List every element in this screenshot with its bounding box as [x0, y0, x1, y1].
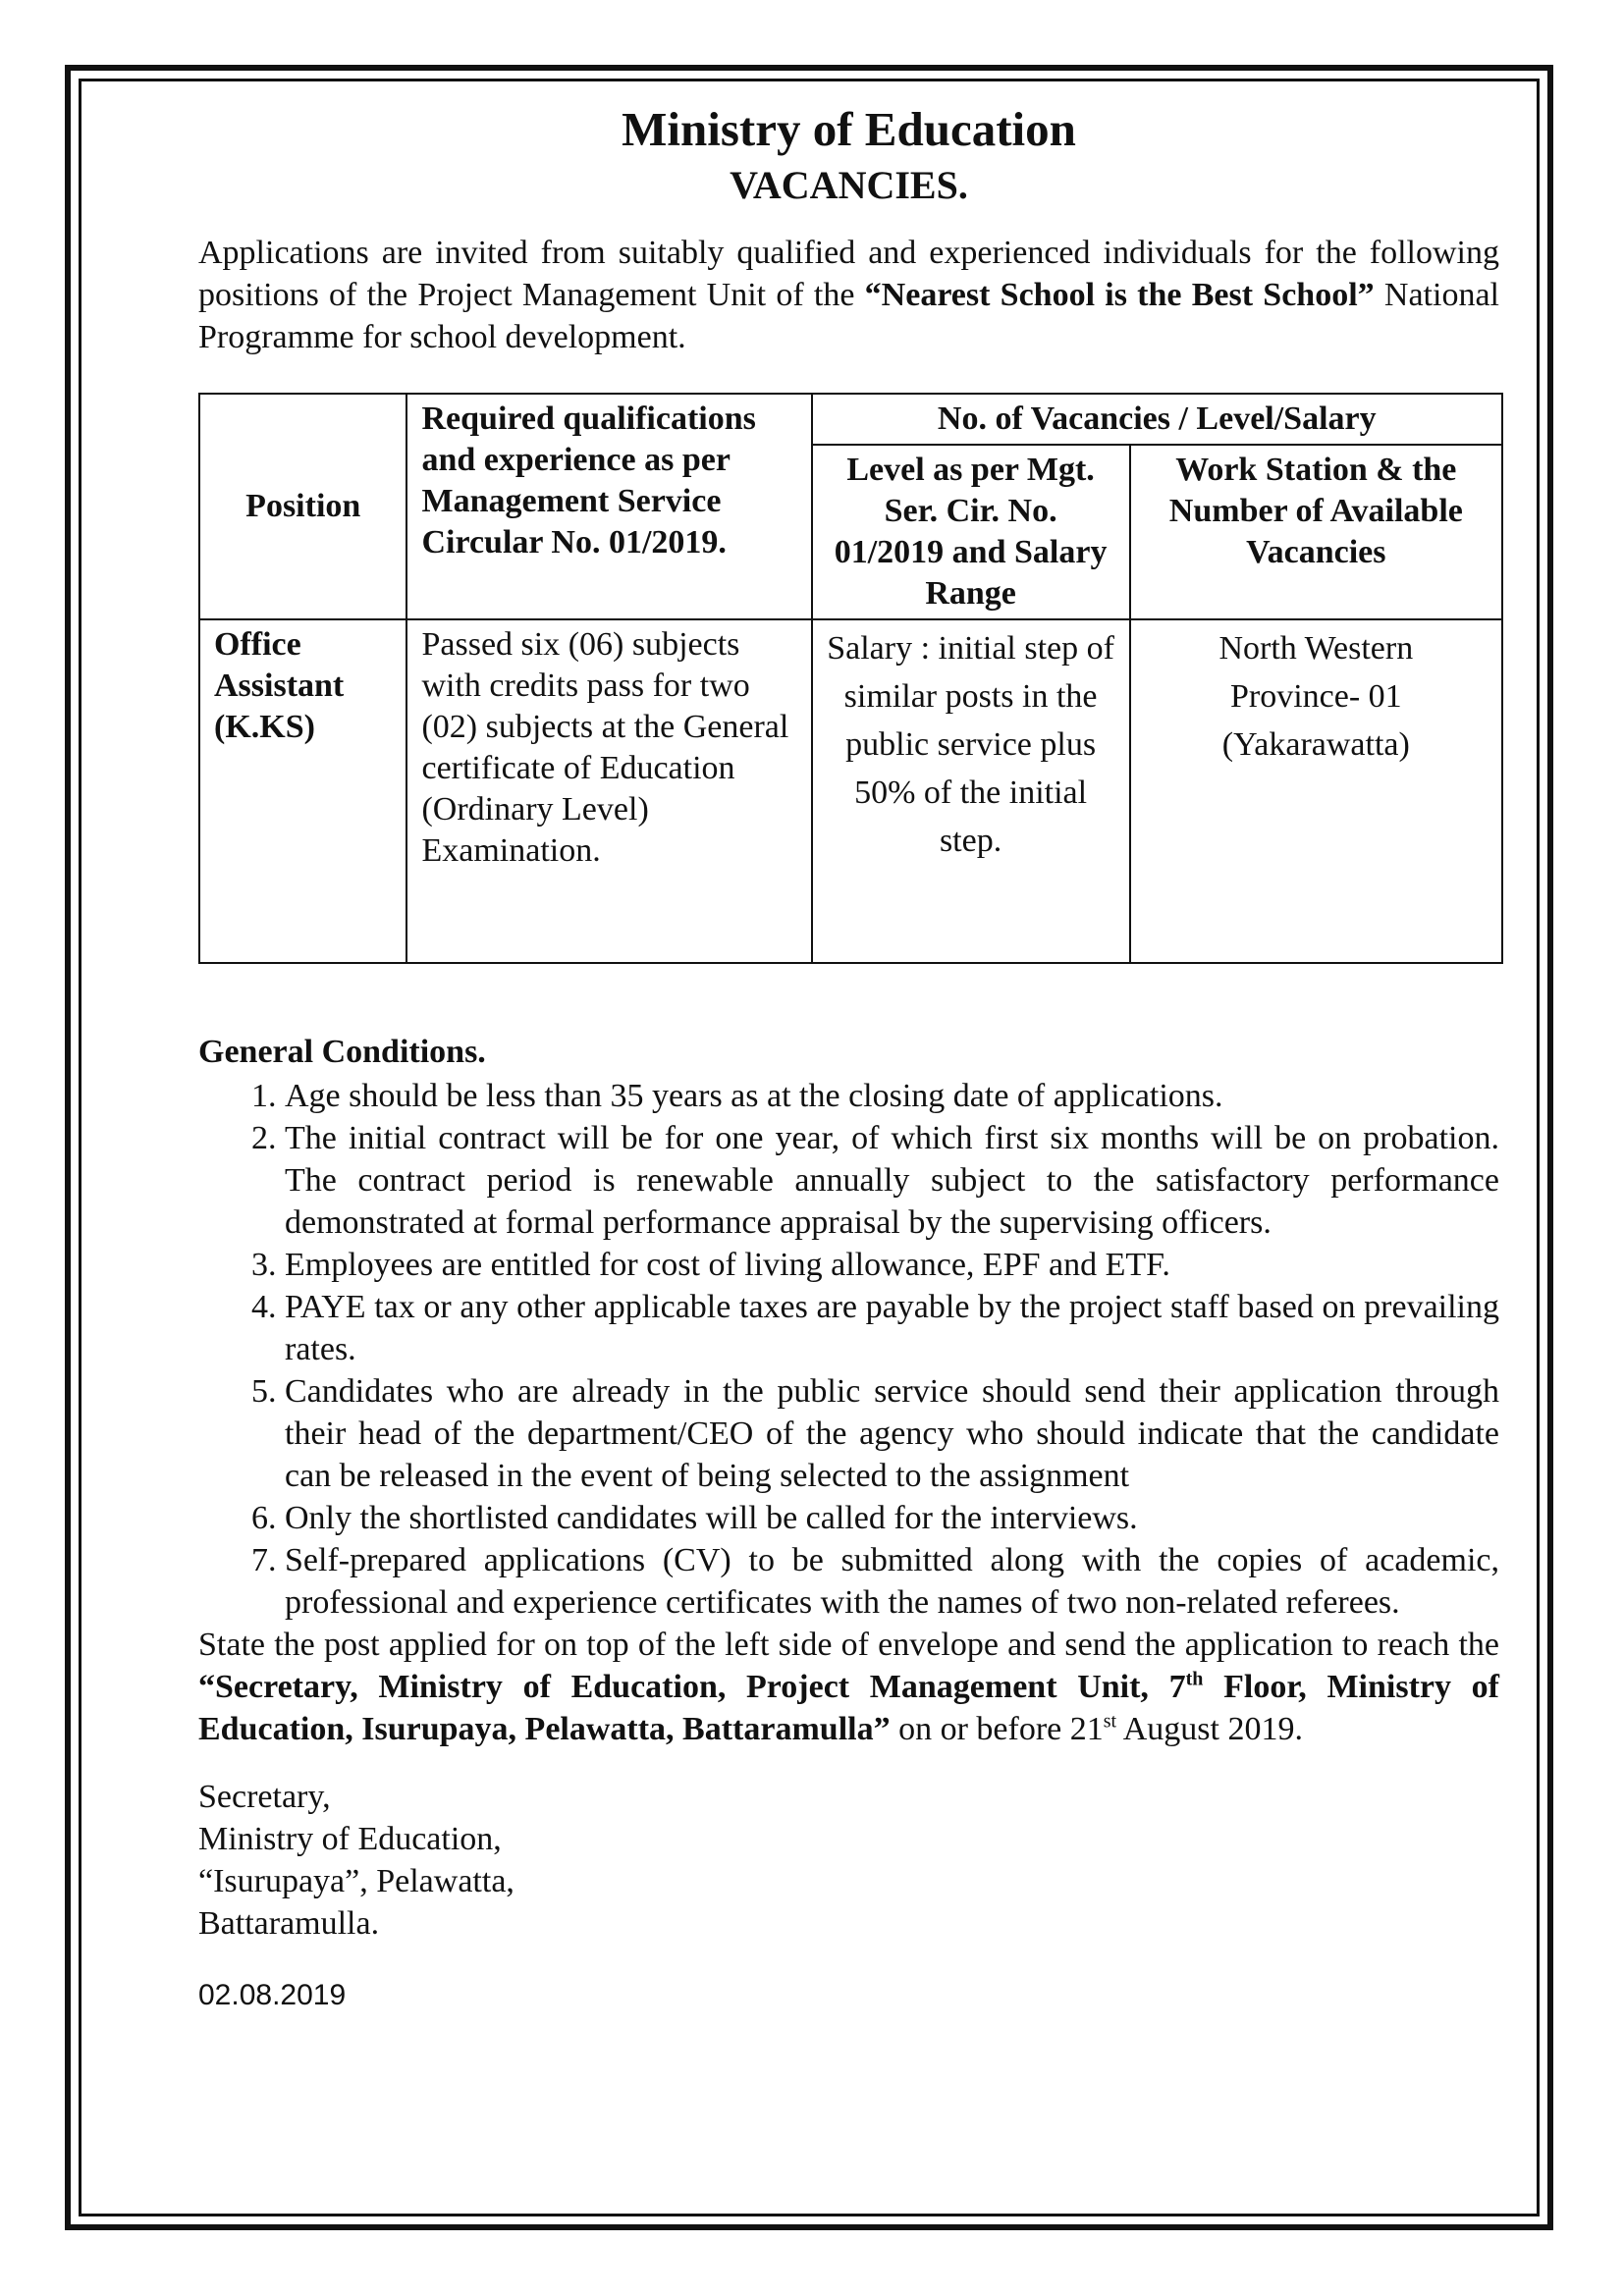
- address-part-1: “Secretary, Ministry of Education, Project Management Unit, 7: [198, 1669, 1186, 1705]
- ministry-title: Ministry of Education: [622, 102, 1076, 156]
- station-line-1: North Western: [1218, 630, 1414, 667]
- header-qualifications: Required qualifications and experience as per Management Service Circular No. 01/2019.: [406, 394, 811, 619]
- header-vacancies-group: No. of Vacancies / Level/Salary: [812, 394, 1502, 445]
- condition-item: 2. The initial contract will be for one year, of which first six months will be on probation. The contract period is renewable annually subject to the satisfactory performance demonstrated at formal performance appraisal by the supervising officers.: [285, 1117, 1499, 1244]
- conditions-heading: General Conditions.: [198, 1034, 486, 1070]
- condition-item: 6. Only the shortlisted candidates will be called for the interviews.: [285, 1497, 1499, 1539]
- condition-item: 5. Candidates who are already in the public service should send their application through their head of the department/CEO of the agency who should indicate that the candidate can be released in the event of being selected to the assignment: [285, 1370, 1499, 1497]
- condition-item: 4. PAYE tax or any other applicable taxes are payable by the project staff based on prevailing rates.: [285, 1286, 1499, 1370]
- conditions-list: [198, 1075, 1499, 1624]
- closing-text-2: on or before 21: [890, 1711, 1104, 1747]
- signature-line: Secretary,: [198, 1779, 331, 1815]
- intro-text-2: National Programme for school development.: [198, 277, 1499, 355]
- intro-text-1: Applications are invited from suitably qualified and experienced individuals for the following positions of the Project Management Unit of the: [198, 235, 1499, 313]
- intro-paragraph: [198, 232, 1499, 358]
- signature-block: [198, 1776, 1499, 1945]
- submission-instructions: [198, 1624, 1499, 1750]
- general-conditions: [198, 1031, 1499, 2016]
- cell-salary: Salary : initial step of similar posts in the public service plus 50% of the initial step.: [812, 619, 1130, 963]
- closing-text-1: State the post applied for on top of the left side of envelope and send the application to reach the: [198, 1627, 1499, 1663]
- programme-name: “Nearest School is the Best School”: [864, 277, 1375, 313]
- document-content: [198, 98, 1500, 2011]
- submission-address: [198, 1669, 1499, 1747]
- condition-item: 3. Employees are entitled for cost of living allowance, EPF and ETF.: [285, 1244, 1499, 1286]
- signature-line: Battaramulla.: [198, 1905, 380, 1942]
- cell-work-station: [1130, 619, 1502, 963]
- header-work-station: Work Station & the Number of Available Vacancies: [1130, 445, 1502, 619]
- document-date: 02.08.2019: [198, 1979, 347, 2011]
- condition-item: 1. Age should be less than 35 years as at the closing date of applications.: [285, 1075, 1499, 1117]
- signature-line: “Isurupaya”, Pelawatta,: [198, 1863, 514, 1899]
- table-row: [199, 619, 1502, 963]
- closing-text-3: August 2019.: [1116, 1711, 1303, 1747]
- table-header-row: [199, 394, 1502, 445]
- date-sup: st: [1103, 1710, 1117, 1733]
- vacancies-heading: VACANCIES.: [730, 163, 968, 207]
- address-sup: th: [1185, 1668, 1204, 1690]
- condition-item: 7. Self-prepared applications (CV) to be submitted along with the copies of academic, professional and experience certificates with the names of two non-related referees.: [285, 1539, 1499, 1624]
- header-level: Level as per Mgt. Ser. Cir. No. 01/2019 and Salary Range: [812, 445, 1130, 619]
- header-position: Position: [199, 394, 406, 619]
- vacancy-table: [198, 393, 1503, 964]
- cell-qualifications: Passed six (06) subjects with credits pass for two (02) subjects at the General certificate of Education (Ordinary Level) Examination.: [406, 619, 811, 963]
- address-part-2: Floor, Ministry of Education, Isurupaya, Pelawatta, Battaramulla”: [198, 1669, 1500, 1747]
- signature-line: Ministry of Education,: [198, 1821, 502, 1857]
- station-line-2: Province- 01: [1229, 678, 1402, 715]
- station-line-3: (Yakarawatta): [1221, 726, 1410, 763]
- cell-position: Office Assistant (K.KS): [199, 619, 406, 963]
